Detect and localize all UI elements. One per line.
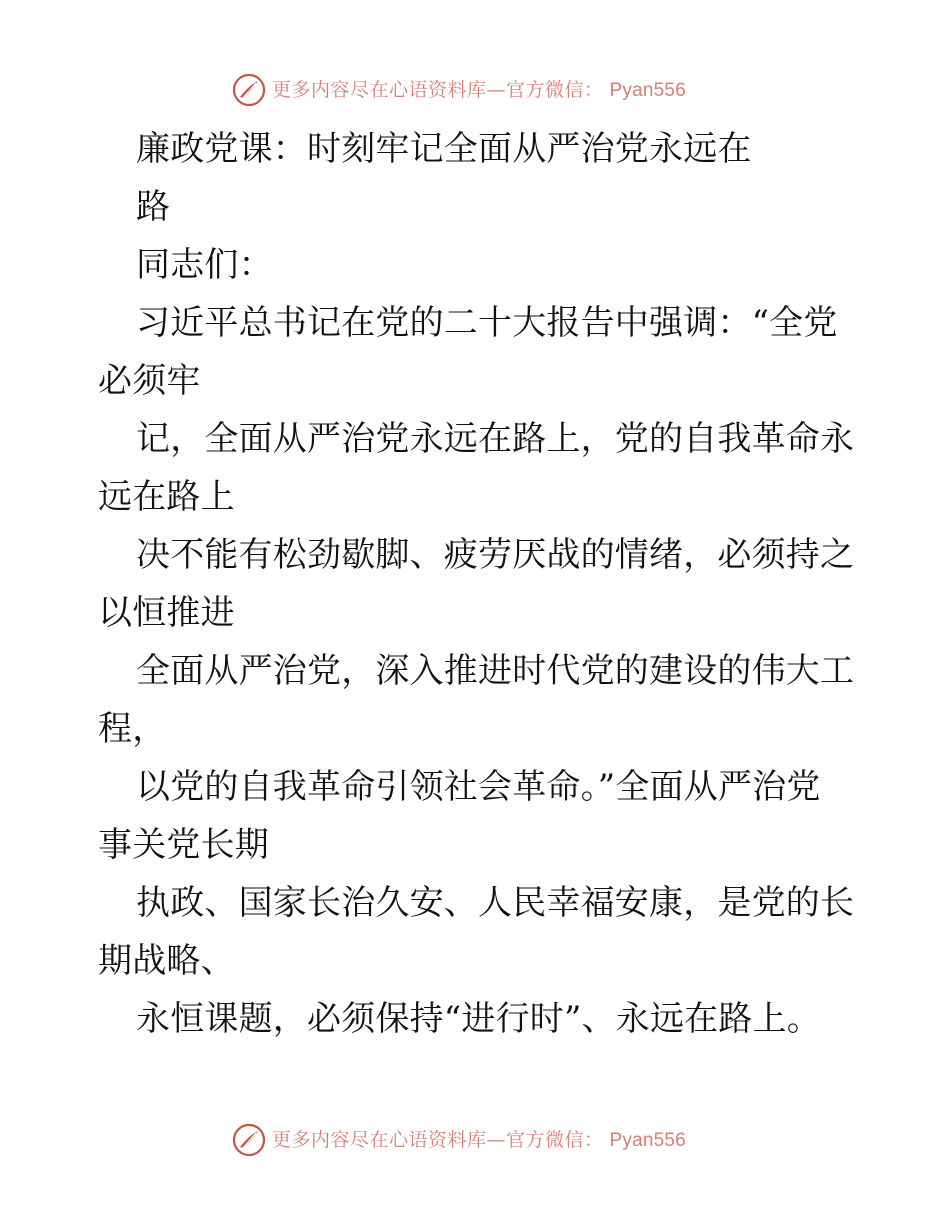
paragraph-line-9: 以党的自我革命引领社会革命。”全面从严治党 <box>136 767 821 807</box>
paragraph-line-2: 必须牢 <box>98 361 201 401</box>
paragraph-line-10: 事关党长期 <box>98 825 269 865</box>
quill-seal-icon <box>232 1123 266 1157</box>
paragraph-line-7: 全面从严治党，深入推进时代党的建设的伟大工 <box>136 651 855 691</box>
paragraph-line-1: 习近平总书记在党的二十大报告中强调：“全党 <box>136 303 838 343</box>
header-watermark <box>232 70 752 110</box>
paragraph-line-11: 执政、国家长治久安、人民幸福安康，是党的长 <box>136 883 855 923</box>
watermark-text: 更多内容尽在心语资料库—官方微信： <box>272 78 604 101</box>
document-title-line-1: 廉政党课：时刻牢记全面从严治党永远在 <box>136 129 752 169</box>
watermark-wechat-id: Pyan556 <box>609 1129 686 1151</box>
paragraph-line-4: 远在路上 <box>98 477 235 517</box>
paragraph-line-12: 期战略、 <box>98 941 235 981</box>
quill-seal-icon <box>232 73 266 107</box>
document-title-line-2: 路 <box>136 187 171 227</box>
footer-watermark <box>232 1120 752 1160</box>
paragraph-line-8: 程， <box>98 709 167 749</box>
watermark-wechat-id: Pyan556 <box>609 79 686 101</box>
paragraph-line-3: 记，全面从严治党永远在路上，党的自我革命永 <box>136 419 855 459</box>
salutation: 同志们： <box>136 245 273 285</box>
paragraph-line-6: 以恒推进 <box>98 593 235 633</box>
watermark-text: 更多内容尽在心语资料库—官方微信： <box>272 1128 604 1151</box>
paragraph-line-13: 永恒课题，必须保持“进行时”、永远在路上。 <box>136 999 821 1039</box>
document-body <box>98 120 858 1048</box>
paragraph-line-5: 决不能有松劲歇脚、疲劳厌战的情绪，必须持之 <box>136 535 855 575</box>
